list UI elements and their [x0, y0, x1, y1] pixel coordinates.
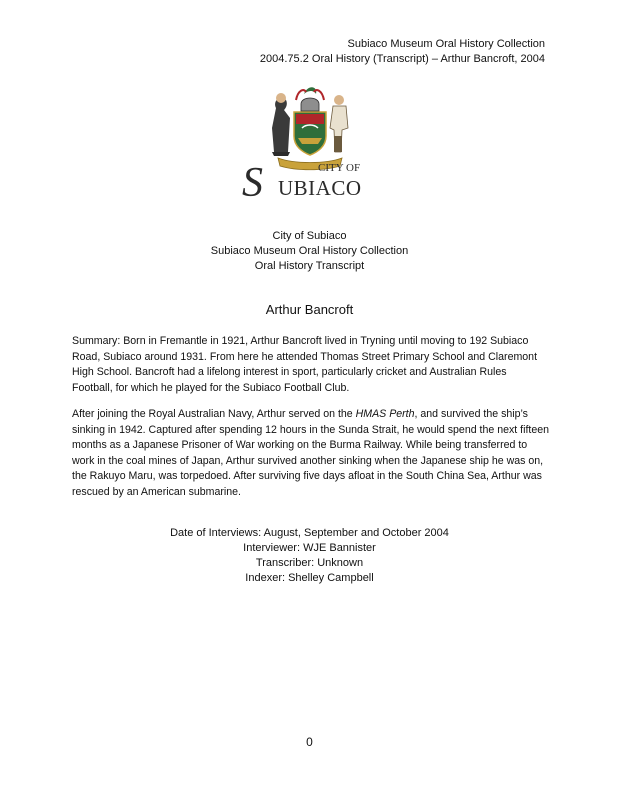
page-number: 0: [306, 735, 313, 749]
indexer: Indexer: Shelley Campbell: [245, 572, 374, 584]
interviewee-title: Arthur Bancroft: [265, 302, 354, 317]
organisation-block: [0, 229, 619, 274]
svg-text:UBIACO: UBIACO: [278, 176, 362, 200]
org-name: City of Subiaco: [272, 230, 347, 242]
coat-of-arms-crest: [272, 87, 348, 170]
service-text-after: , and survived the ship’s sinking in 1942. Captured after spending 12 hours in the Sunda Strait, he would spend the next fifteen months as a Japanese Prisoner of War working on the Burma Railway. While being transferred to work in the coal mines of Japan, Arthur survived another sinking when the Japanese ship he was on, the Rakuyo Maru, was torpedoed. After surviving five days afloat in the South China Sea, Arthur was rescued by an American submarine.: [72, 408, 550, 498]
document-type: Oral History Transcript: [254, 260, 365, 272]
interview-dates: Date of Interviews: August, September and October 2004: [170, 527, 449, 539]
svg-text:S: S: [242, 160, 263, 202]
interviewer: Interviewer: WJE Bannister: [243, 542, 376, 554]
header-reference-line: 2004.75.2 Oral History (Transcript) – Arthur Bancroft, 2004: [259, 53, 545, 65]
interview-details: [0, 526, 619, 586]
summary-paragraph: Summary: Born in Fremantle in 1921, Arthur Bancroft lived in Tryning until moving to 192 Subiaco Road, Subiaco around 1931. From here he attended Thomas Street Primary School and Claremont High School. Bancroft had a lifelong interest in sport, particularly cricket and Australian Rules Football, for which he played for the Subiaco Football Club.: [72, 335, 538, 394]
transcriber: Transcriber: Unknown: [255, 557, 364, 569]
ship-name: HMAS Perth: [355, 408, 415, 420]
service-text-before: After joining the Royal Australian Navy, Arthur served on the: [72, 408, 356, 420]
header-collection-line: Subiaco Museum Oral History Collection: [347, 38, 545, 50]
collection-name: Subiaco Museum Oral History Collection: [210, 245, 409, 257]
city-of-subiaco-logo: [238, 78, 382, 202]
svg-text:CITY OF: CITY OF: [318, 162, 361, 174]
service-paragraph: [72, 407, 550, 500]
